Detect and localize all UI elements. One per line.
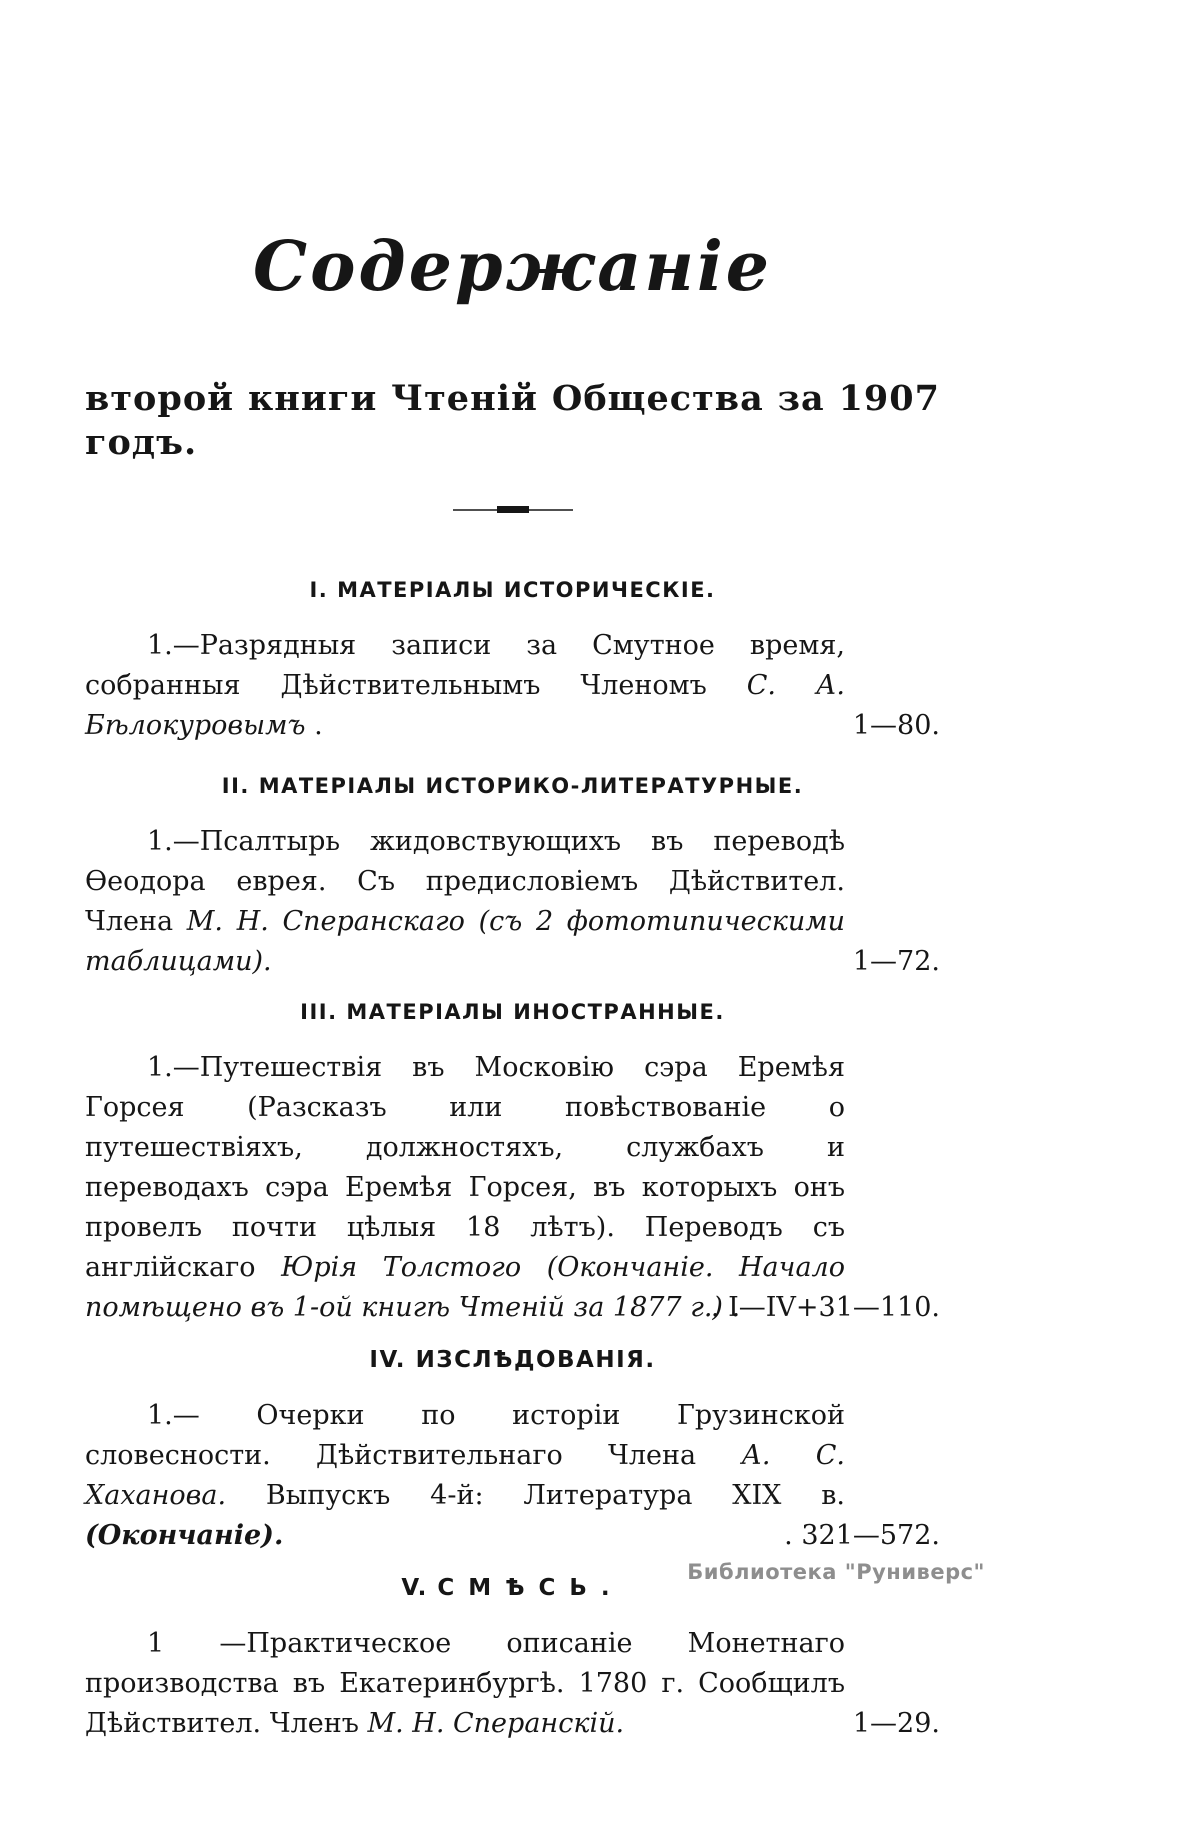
toc-page	[85, 0, 940, 1744]
toc-entry	[85, 1396, 940, 1556]
section-divider-ornament	[453, 502, 573, 516]
section-materials-foreign	[85, 998, 940, 1328]
toc-entry-text: 1.— Очерки по исторіи Грузинской словесности. Дѣйствительнаго Члена А. С. Хаханова. Выпускъ 4-й: Литература XIX в. (Окончаніе).	[85, 1400, 845, 1552]
toc-entry-text: 1.—Разрядныя записи за Смутное время, собранныя Дѣйствительнымъ Членомъ С. А. Бѣлокуровымъ .	[85, 630, 845, 742]
toc-entry-text: 1.—Путешествія въ Московію сэра Еремѣя Горсея (Разсказъ или повѣствованіе о путешествіяхъ, должностяхъ, службахъ и переводахъ сэра Еремѣя Горсея, въ которыхъ онъ провелъ почти цѣлыя 18 лѣтъ). Переводъ съ англійскаго Юрія Толстого (Окончаніе. Начало помѣщено въ 1-ой книгѣ Чтеній за 1877 г.) .	[85, 1052, 845, 1324]
toc-entry-pages: . I—IV+31—110.	[710, 1292, 940, 1324]
section-heading	[85, 1346, 940, 1374]
section-label: МАТЕРІАЛЫ ИНОСТРАННЫЕ.	[346, 1000, 725, 1025]
section-number: III.	[300, 1000, 338, 1025]
toc-entry-pages: 1—80.	[852, 710, 940, 742]
section-materials-historical	[85, 576, 940, 746]
section-materials-historical-literary	[85, 772, 940, 982]
toc-entry-pages: 1—72.	[852, 946, 940, 978]
section-label: МАТЕРІАЛЫ ИСТОРИКО-ЛИТЕРАТУРНЫЕ.	[258, 774, 804, 799]
toc-entry-pages: 1—29.	[852, 1708, 940, 1740]
section-heading	[85, 576, 940, 604]
toc-entry-pages: . 321—572.	[784, 1520, 940, 1552]
toc-entry	[85, 626, 940, 746]
toc-entry	[85, 822, 940, 982]
section-label: МАТЕРІАЛЫ ИСТОРИЧЕСКІЕ.	[337, 578, 716, 603]
toc-entry	[85, 1624, 940, 1744]
section-number: IV.	[369, 1347, 407, 1374]
section-label: СМѢСЬ.	[437, 1575, 624, 1602]
section-heading	[85, 772, 940, 800]
section-miscellany	[85, 1574, 940, 1744]
section-label: ИЗСЛѢДОВАНІЯ.	[415, 1347, 656, 1374]
section-number: V.	[401, 1575, 428, 1602]
page-title: Содержаніе	[252, 227, 773, 307]
section-heading	[85, 998, 940, 1026]
page-subtitle: второй книги Чтеній Общества за 1907 годъ.	[85, 377, 940, 463]
divider	[85, 502, 940, 516]
section-number: I.	[309, 578, 329, 603]
section-studies	[85, 1346, 940, 1556]
toc-entry	[85, 1048, 940, 1328]
section-number: II.	[221, 774, 250, 799]
library-watermark: Библиотека "Руниверс"	[687, 1560, 985, 1584]
toc-entry-text: 1 —Практическое описаніе Монетнаго производства въ Екатеринбургѣ. 1780 г. Сообщилъ Дѣйствител. Членъ М. Н. Сперанскій.	[85, 1628, 845, 1740]
toc-entry-text: 1.—Псалтырь жидовствующихъ въ переводѣ Ѳеодора еврея. Съ предисловіемъ Дѣйствител. Члена М. Н. Сперанскаго (съ 2 фототипическими таблицами).	[85, 826, 845, 978]
